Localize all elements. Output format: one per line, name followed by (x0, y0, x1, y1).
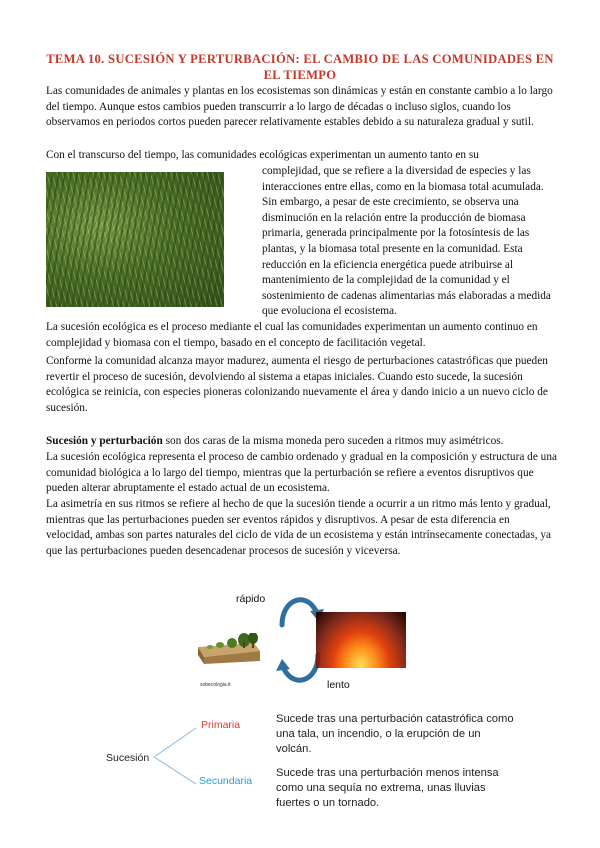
slow-label: lento (327, 679, 350, 691)
image-credit: sobecologia.it (200, 682, 231, 688)
page-title: TEMA 10. SUCESIÓN Y PERTURBACIÓN: EL CAMBIO DE LAS COMUNIDADES EN EL TIEMPO (46, 52, 554, 82)
succession-stages-illustration (196, 633, 262, 665)
fast-label: rápido (236, 593, 266, 605)
disturbance-paragraph: Conforme la comunidad alcanza mayor madurez, aumenta el riesgo de perturbaciones catastróficas que pueden revertir el proceso de sucesión, devolviendo al sistema a etapas iniciales. Cuando esto sucede, la sucesión ecológica se reinicia, con especies pioneras colonizando nuevamente el área y dando inicio a un nuevo ciclo de sucesión. (46, 355, 548, 414)
secondary-description: Sucede tras una perturbación menos intensa como una sequía no extrema, unas lluvias fuertes o un tornado. (276, 767, 499, 809)
complexity-paragraph-wrap: complejidad, que se refiere a la diversidad de especies y las interacciones entre ellas, como en la biomasa total acumulada. Sin embargo, a pesar de este crecimiento, se observa una disminución en la relación entre la producción de biomasa primaria, generada principalmente por la fotosíntesis de las plantas, y la biomasa total presente en la comunidad. Esta reducción en la eficiencia energética puede atribuirse al mantenimiento de la complejidad de la comunidad y el sostenimiento de cadenas alimentarias más elaboradas a medida que evoluciona el ecosistema. (262, 165, 551, 318)
succession-root-label: Sucesión (106, 752, 150, 764)
branch-lines (152, 726, 198, 788)
grassland-photo (46, 172, 224, 307)
primary-description: Sucede tras una perturbación catastrófica como una tala, un incendio, o la erupción de un volcán. (276, 713, 514, 755)
asymmetry-paragraph: La asimetría en sus ritmos se refiere al hecho de que la sucesión tiende a ocurrir a un ritmo más lento y gradual, mientras que las perturbaciones pueden ser eventos rápidos y disruptivos. A pesar de esta diferencia en velocidad, ambas son partes naturales del ciclo de vida de un ecosistema y están intrínsecamente conectadas, ya que las perturbaciones pueden desencadenar procesos de sucesión y viceversa. (46, 498, 552, 557)
two-sides-rest: son dos caras de la misma moneda pero suceden a ritmos muy asimétricos. (162, 435, 504, 447)
two-sides-paragraph (46, 434, 558, 450)
two-sides-bold: Sucesión y perturbación (46, 435, 163, 447)
secondary-label: Secundaria (199, 775, 253, 787)
complexity-paragraph-start: Con el transcurso del tiempo, las comunidades ecológicas experimentan un aumento tanto en su (46, 149, 479, 161)
succession-definition-paragraph: La sucesión ecológica es el proceso mediante el cual las comunidades experimentan un aumento continuo en complejidad y biomasa con el tiempo, basado en el concepto de facilitación vegetal. (46, 321, 538, 349)
intro-paragraph: Las comunidades de animales y plantas en los ecosistemas son dinámicas y están en constante cambio a lo largo del tiempo. Aunque estos cambios pueden transcurrir a lo largo de décadas o incluso siglos, cuando los observamos en periodos cortos pueden parecer relativamente estables debido a su naturaleza gradual y sutil. (46, 85, 553, 129)
primary-label: Primaria (201, 719, 241, 731)
succession-process-paragraph: La sucesión ecológica representa el proceso de cambio ordenado y gradual en la composición y estructura de una comunidad biológica a lo largo del tiempo, mientras que la perturbación se refiere a eventos disruptivos que pueden alterar abruptamente el estado actual de un ecosistema. (46, 451, 557, 495)
forest-fire-illustration (316, 612, 406, 668)
